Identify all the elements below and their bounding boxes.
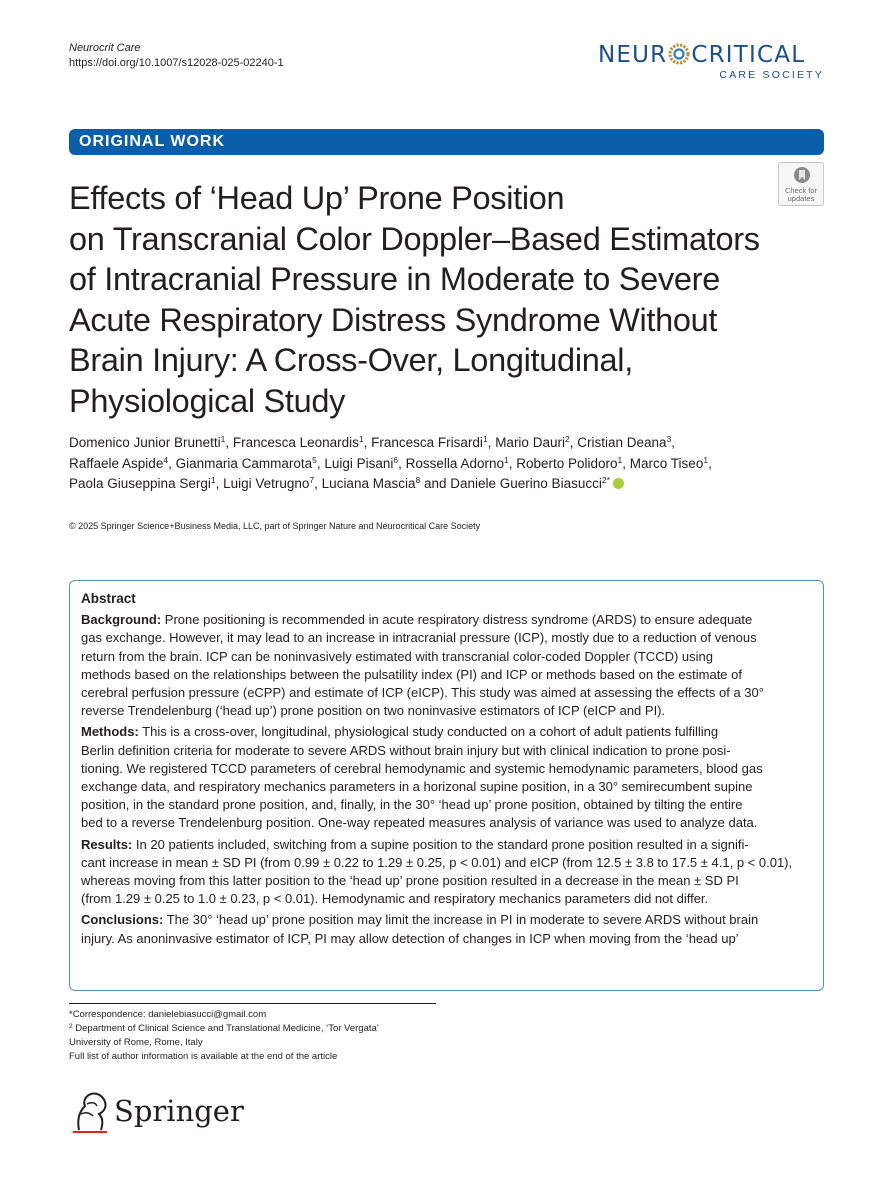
title-line: Brain Injury: A Cross-Over, Longitudinal,: [69, 342, 633, 378]
author-list: [69, 433, 829, 495]
check-updates-line1: Check for: [784, 186, 818, 195]
author-separator: ,: [225, 435, 233, 450]
abstract-line: [81, 702, 816, 720]
affiliation-text-1: Department of Clinical Science and Translational Medicine, ‘Tor Vergata’: [75, 1023, 379, 1034]
abstract-section-label: Methods:: [81, 724, 139, 740]
abstract-line: [81, 930, 816, 948]
abstract-text: methods based on the relationships between the pulsatility index (PI) and ICP or methods based on the estimate of: [81, 666, 742, 682]
abstract-text: injury. As anoninvasive estimator of ICP, PI may allow detection of changes in ICP when moving from the ‘head up’: [81, 930, 739, 946]
neurocritical-care-society-logo: [598, 42, 824, 82]
abstract-section-label: Results:: [81, 836, 133, 852]
author-name[interactable]: Mario Dauri: [495, 435, 565, 450]
logo-text-left: NEUR: [598, 42, 668, 68]
author-separator: ,: [708, 455, 712, 471]
title-line: on Transcranial Color Doppler–Based Estimators: [69, 220, 760, 257]
author-name[interactable]: Daniele Guerino Biasucci: [450, 476, 602, 491]
author-affiliation: 7: [309, 475, 315, 485]
abstract-text: exchange data, and respiratory mechanics parameters in a horizonal supine position, in a 30° semirecumbent supine: [81, 779, 753, 795]
author-name[interactable]: Marco Tiseo: [629, 455, 704, 471]
abstract-line: [81, 872, 816, 890]
logo-text-right: CRITICAL: [691, 42, 806, 68]
title-line: Acute Respiratory Distress Syndrome Without: [69, 301, 718, 338]
author-name[interactable]: Paola Giuseppina Sergi: [69, 476, 211, 491]
author-affiliation: 2*: [601, 475, 610, 485]
check-updates-line2: updates: [787, 194, 815, 203]
author-name[interactable]: Cristian Deana: [577, 435, 667, 450]
journal-header: [69, 41, 284, 71]
abstract-text: Berlin definition criteria for moderate to severe ARDS without brain injury but with clinical indication to prone posi-: [81, 742, 731, 758]
abstract-section: [81, 611, 816, 720]
author-name[interactable]: Luigi Vetrugno: [223, 476, 310, 491]
author-separator: ,: [398, 455, 406, 471]
author-separator: ,: [508, 455, 517, 471]
abstract-line: [81, 814, 816, 832]
author-name[interactable]: Luciana Mascia: [321, 476, 416, 491]
abstract-text: Prone positioning is recommended in acute respiratory distress syndrome (ARDS) to ensure adequate: [164, 612, 753, 628]
abstract-text: reverse Trendelenburg (‘head up’) prone position on two noninvasive estimators of ICP (eICP and PI).: [81, 703, 666, 719]
author-separator: ,: [215, 476, 224, 491]
abstract-line: [81, 890, 816, 908]
abstract-text: tioning. We registered TCCD parameters of cerebral hemodynamic and systemic hemodynamic parameters, blood gas: [81, 760, 763, 776]
abstract-section-label: Conclusions:: [81, 912, 164, 928]
author-affiliation: 1: [482, 434, 488, 444]
abstract-content: [81, 590, 816, 951]
abstract-section: [81, 723, 816, 832]
springer-logo: [69, 1090, 244, 1136]
author-separator: ,: [363, 435, 372, 450]
author-name[interactable]: Luigi Pisani: [324, 455, 394, 471]
author-line: [69, 474, 829, 495]
author-affiliation: 1: [358, 434, 364, 444]
author-affiliation: 5: [312, 454, 317, 465]
author-name[interactable]: Domenico Junior Brunetti: [69, 435, 221, 450]
abstract-section: [81, 836, 816, 909]
author-separator: ,: [622, 455, 630, 471]
author-separator: ,: [671, 435, 676, 450]
title-line: of Intracranial Pressure in Moderate to Severe: [69, 261, 720, 297]
author-separator: ,: [316, 455, 325, 471]
abstract-text: cerebral perfusion pressure (eCPP) and estimate of ICP (eICP). This study was aimed at assessing the effects of a 30°: [81, 685, 764, 701]
author-name[interactable]: Roberto Polidoro: [516, 455, 618, 471]
abstract-text: whereas moving from this latter position to the ‘head up’ prone position resulted in a decrease in the mean ± SD PI: [81, 873, 739, 889]
correspondence-email[interactable]: danielebiasucci@gmail.com: [148, 1009, 267, 1020]
abstract-line: [81, 778, 816, 796]
author-line: [69, 433, 829, 454]
author-separator: ,: [314, 476, 322, 491]
title-line: Effects of ‘Head Up’ Prone Position: [69, 180, 565, 216]
abstract-line: [81, 760, 816, 778]
abstract-text: This is a cross-over, longitudinal, physiological study conducted on a cohort of adult patients fulfilling: [142, 724, 719, 740]
springer-wordmark: Springer: [114, 1094, 244, 1128]
correspondence-label: *Correspondence:: [69, 1009, 146, 1020]
author-name[interactable]: Francesca Leonardis: [232, 435, 359, 450]
abstract-line: [81, 611, 816, 629]
author-affiliation: 8: [415, 475, 421, 485]
gear-o-icon: [668, 43, 690, 71]
orcid-icon[interactable]: [613, 478, 624, 489]
journal-name: Neurocrit Care: [69, 42, 141, 54]
section-label: ORIGINAL WORK: [79, 133, 226, 150]
abstract-line: [81, 854, 816, 872]
abstract-text: position, in the standard prone position, and, finally, in the 30° ‘head up’ prone position, obtained by tilting the entire: [81, 797, 743, 813]
author-separator: ,: [168, 455, 176, 471]
affiliation-text-2: University of Rome, Rome, Italy: [69, 1037, 203, 1048]
copyright-notice: © 2025 Springer Science+Business Media, LLC, part of Springer Nature and Neurocritical Care Society: [69, 521, 481, 531]
abstract-heading: Abstract: [81, 591, 136, 606]
author-affiliation: 1: [220, 434, 226, 444]
author-name[interactable]: Gianmaria Cammarota: [175, 455, 313, 471]
abstract-line: [81, 911, 816, 929]
author-affiliation: 6: [393, 454, 399, 465]
author-affiliation: 1: [617, 454, 623, 465]
author-affiliation: 2: [564, 434, 570, 444]
title-line: Physiological Study: [69, 382, 346, 419]
author-affiliation: 1: [703, 454, 709, 465]
abstract-line: [81, 629, 816, 647]
author-name[interactable]: Raffaele Aspide: [69, 455, 164, 471]
abstract-section-label: Background:: [81, 612, 162, 628]
abstract-line: [81, 666, 816, 684]
author-name[interactable]: Francesca Frisardi: [371, 435, 483, 450]
abstract-text: cant increase in mean ± SD PI (from 0.99 ± 0.22 to 1.29 ± 0.25, p < 0.01) and eICP (from 12.5 ± 3.8 to 17.5 ± 4.1, p < 0.01),: [81, 854, 793, 870]
author-separator: and: [420, 476, 451, 491]
full-author-info-note: Full list of author information is available at the end of the article: [69, 1051, 338, 1062]
author-line: [69, 454, 829, 475]
abstract-line: [81, 836, 816, 854]
author-affiliation: 1: [210, 475, 216, 485]
affiliation-line: [69, 1022, 379, 1036]
abstract-text: In 20 patients included, switching from a supine position to the standard prone position resulted in a signifi-: [135, 836, 749, 852]
abstract-text: (from 1.29 ± 0.25 to 1.0 ± 0.23, p < 0.01). Hemodynamic and respiratory mechanics parameters did not differ.: [81, 891, 709, 907]
abstract-line: [81, 684, 816, 702]
footnote-divider: [69, 1003, 436, 1004]
author-affiliation: 4: [163, 454, 169, 465]
abstract-section: [81, 911, 816, 947]
abstract-text: gas exchange. However, it may lead to an increase in intracranial pressure (ICP), mostly due to a reduction of venous: [81, 630, 757, 646]
author-separator: ,: [487, 435, 496, 450]
abstract-line: [81, 648, 816, 666]
abstract-line: [81, 796, 816, 814]
logo-subline: CARE SOCIETY: [719, 69, 824, 81]
abstract-text: The 30° ‘head up’ prone position may limit the increase in PI in moderate to severe ARDS without brain: [166, 912, 759, 928]
abstract-text: bed to a reverse Trendelenburg position. One-way repeated measures analysis of variance was used to analyze data.: [81, 815, 758, 831]
author-separator: ,: [569, 435, 578, 450]
author-name[interactable]: Rossella Adorno: [405, 455, 504, 471]
article-title: [69, 178, 829, 421]
abstract-text: return from the brain. ICP can be noninvasively estimated with transcranial color-coded Doppler (TCCD) using: [81, 648, 713, 664]
chess-knight-icon: [69, 1090, 111, 1141]
correspondence-line: [69, 1008, 379, 1022]
abstract-box: [69, 580, 824, 991]
doi-link[interactable]: https://doi.org/10.1007/s12028-025-02240-1: [69, 57, 284, 69]
abstract-line: [81, 723, 816, 741]
footnotes: [69, 1008, 379, 1064]
affiliation-mark: 2: [69, 1023, 73, 1030]
author-affiliation: 1: [503, 454, 509, 465]
author-affiliation: 3: [666, 434, 672, 444]
abstract-line: [81, 742, 816, 760]
section-label-bar: [69, 129, 824, 155]
